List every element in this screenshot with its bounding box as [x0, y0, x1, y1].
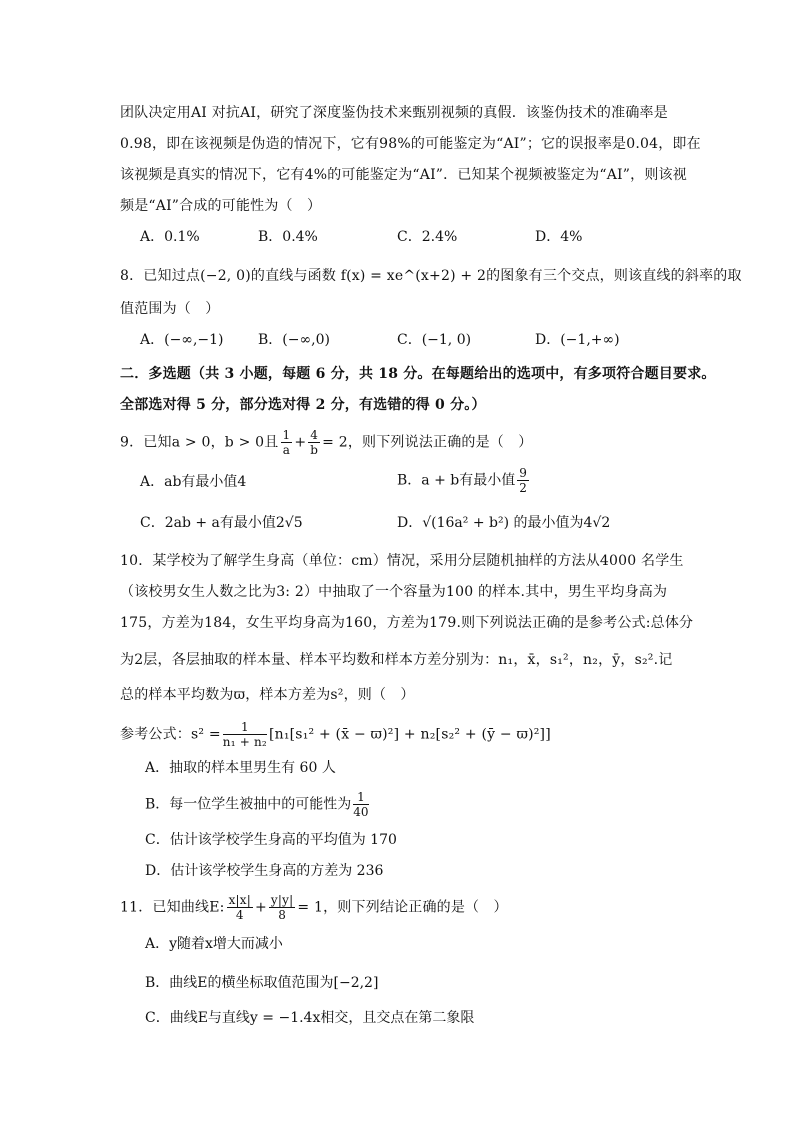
- q9-stem: 9．已知a > 0，b > 0且 $\frac{1}{a}$ + $\frac{4}{b}$ = 2，则下列说法正确的是（ ）: [120, 428, 533, 457]
- q8-line-1: 8．已知过点(−2, 0)的直线与函数 f(x) = xe^(x+2) + 2的图象有三个交点，则该直线的斜率的取: [120, 268, 742, 284]
- q8-option-b: B．(−∞,0): [258, 332, 330, 348]
- q11-option-c: C．曲线E与直线y = −1.4x相交，且交点在第二象限: [145, 1010, 475, 1026]
- q11-fraction-x: $\frac{x|x|}{4}$: [228, 893, 251, 922]
- q7-line-1: 团队决定用AI 对抗AI，研究了深度鉴伪技术来甄别视频的真假．该鉴伪技术的准确率是: [120, 105, 668, 121]
- q9-suffix: = 2，则下列说法正确的是（ ）: [322, 434, 533, 451]
- q11-option-b: B．曲线E的横坐标取值范围为[−2,2]: [145, 975, 379, 991]
- q9-prefix: 9．已知a > 0，b > 0且: [120, 434, 279, 451]
- q10-option-d: D．估计该学校学生身高的方差为 236: [145, 863, 384, 879]
- q9-option-a: A．ab有最小值4: [140, 474, 247, 490]
- q9-option-c: C．2ab + a有最小值2√5: [140, 515, 303, 531]
- q10-option-c: C．估计该学校学生身高的平均值为 170: [145, 832, 397, 848]
- q8-option-c: C．(−1, 0): [397, 332, 472, 348]
- q11-stem: 11．已知曲线E: $\frac{x|x|}{4}$ + $\frac{y|y|}{8}$ = 1，则下列结论正确的是（ ）: [120, 893, 508, 922]
- q7-line-3: 该视频是真实的情况下，它有4%的可能鉴定为“AI”．已知某个视频被鉴定为“AI”，则该视: [120, 167, 687, 183]
- q7-line-2: 0.98，即在该视频是伪造的情况下，它有98%的可能鉴定为“AI”；它的误报率是0.04，即在: [120, 136, 701, 152]
- q10-line-5: 总的样本平均数为ϖ，样本方差为s²，则（ ）: [120, 687, 415, 703]
- q10-line-3: 175，方差为184，女生平均身高为160，方差为179.则下列说法正确的是参考公式:总体分: [120, 615, 694, 631]
- q10-formula-fraction: $\frac{1}{\text{n₁ + n₂}}$: [222, 720, 267, 749]
- q10-line-2: （该校男女生人数之比为3: 2）中抽取了一个容量为100 的样本.其中，男生平均身高为: [120, 584, 668, 600]
- q10-line-1: 10．某学校为了解学生身高（单位：cm）情况，采用分层随机抽样的方法从4000 名学生: [120, 553, 684, 569]
- q8-line-2: 值范围为（ ）: [120, 301, 220, 317]
- q10-option-b-fraction: $\frac{1}{40}$: [353, 790, 369, 819]
- q9-fraction-1-over-a: $\frac{1}{a}$: [282, 428, 291, 457]
- q11-fraction-y: $\frac{y|y|}{8}$: [270, 893, 294, 922]
- section-2-header-line-1: 二．多选题（共 3 小题，每题 6 分，共 18 分。在每题给出的选项中，有多项符合题目要求。: [120, 366, 716, 382]
- q10-line-4: 为2层，各层抽取的样本量、样本平均数和样本方差分别为：n₁，x̄，s₁²，n₂，ȳ，s₂².记: [120, 652, 673, 668]
- q7-option-a: A．0.1%: [140, 229, 200, 245]
- section-2-header-line-2: 全部选对得 5 分，部分选对得 2 分，有选错的得 0 分。）: [120, 397, 486, 413]
- q9-option-b: B．a + b有最小值 $\frac{9}{2}$: [397, 466, 527, 495]
- q9-fraction-4-over-b: $\frac{4}{b}$: [310, 428, 319, 457]
- q7-line-4: 频是“AI”合成的可能性为（ ）: [120, 198, 322, 214]
- q10-formula-body: [n₁[s₁² + (x̄ − ϖ)²] + n₂[s₂² + (ȳ − ϖ)²]]: [268, 726, 551, 743]
- q8-option-d: D．(−1,+∞): [535, 332, 620, 348]
- q7-option-b: B．0.4%: [258, 229, 318, 245]
- q9-option-d: D．√(16a² + b²) 的最小值为4√2: [397, 515, 611, 531]
- q9-option-b-fraction: $\frac{9}{2}$: [519, 466, 527, 495]
- q10-option-b: B．每一位学生被抽中的可能性为 $\frac{1}{40}$: [145, 790, 369, 819]
- q8-option-a: A．(−∞,−1): [140, 332, 224, 348]
- q11-option-a: A．y随着x增大而减小: [145, 936, 283, 952]
- q10-formula: 参考公式：s² = $\frac{1}{\text{n₁ + n₂}}$ [n₁[s₁² + (x̄ − ϖ)²] + n₂[s₂² + (ȳ − ϖ)²]]: [120, 720, 551, 749]
- q7-option-c: C．2.4%: [397, 229, 458, 245]
- q10-option-a: A．抽取的样本里男生有 60 人: [145, 760, 336, 776]
- q7-option-d: D．4%: [535, 229, 583, 245]
